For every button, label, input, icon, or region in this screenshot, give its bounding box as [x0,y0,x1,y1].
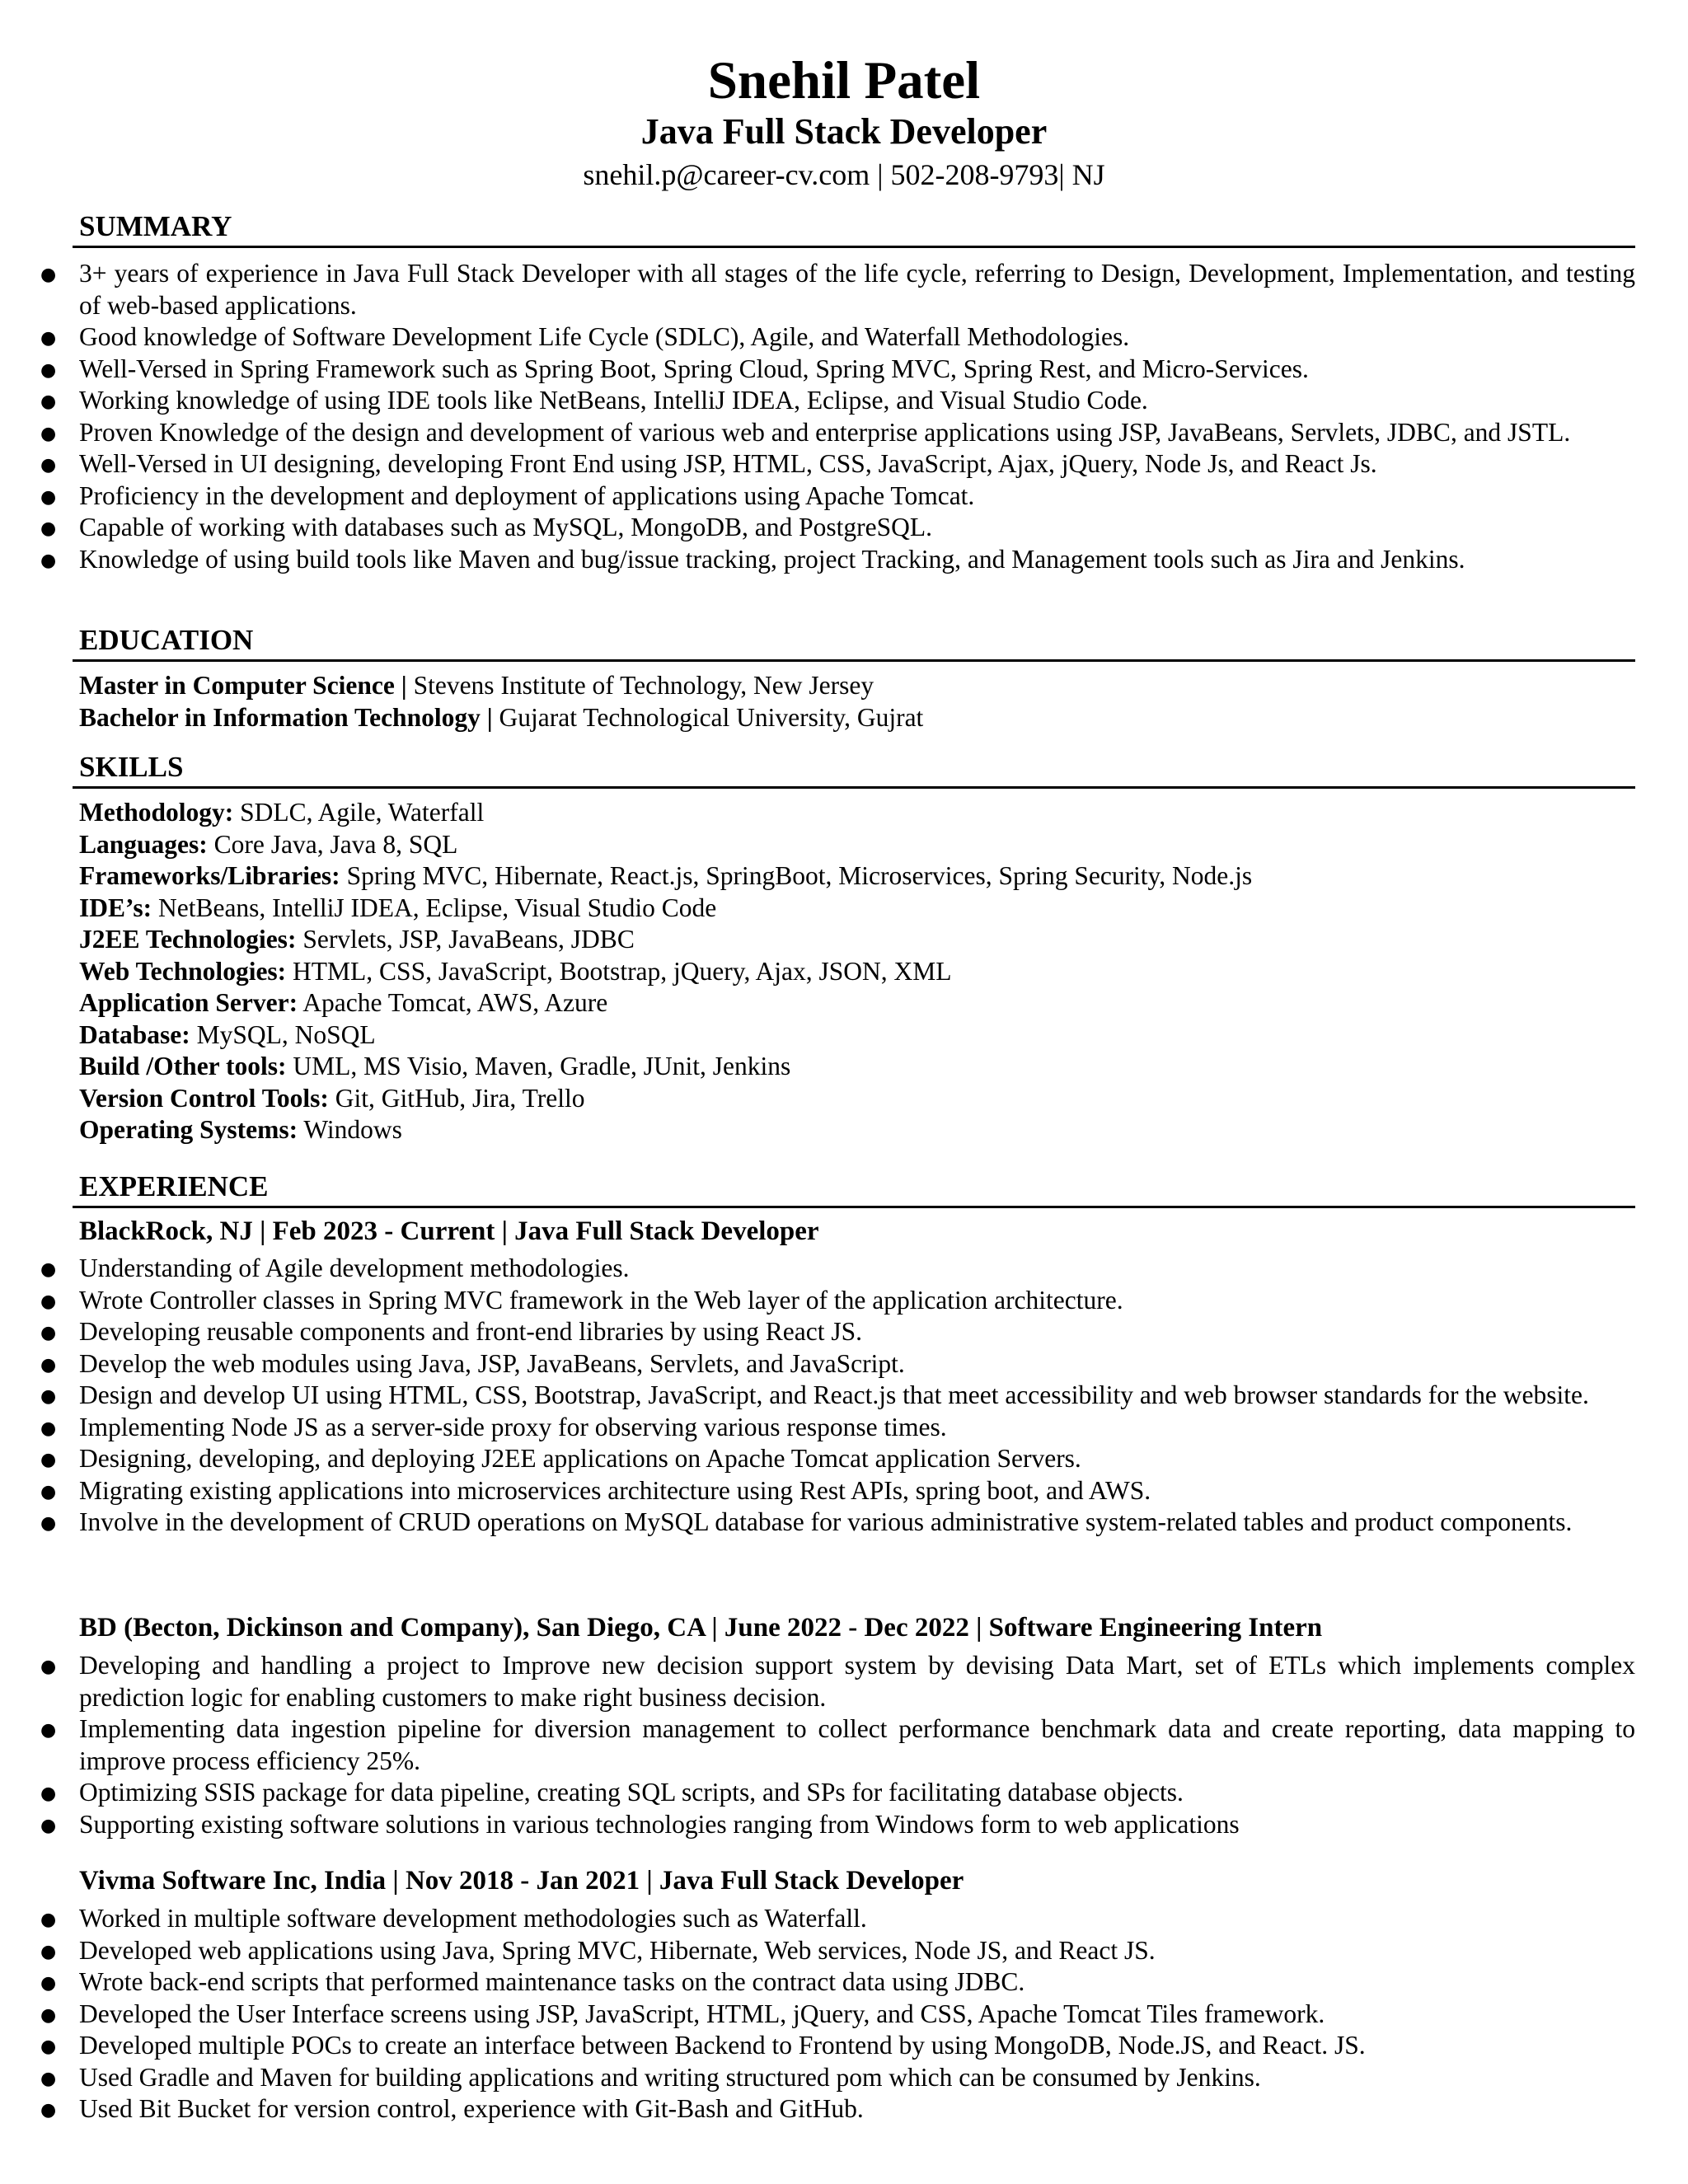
list-item: ● Developed multiple POCs to create an interface between Backend to Frontend by using MongoDB, Node.JS, and React. JS. [79,2030,1635,2062]
list-item: ● Used Bit Bucket for version control, experience with Git-Bash and GitHub. [79,2093,1635,2125]
job-header-vivma: Vivma Software Inc, India | Nov 2018 - Jan 2021 | Java Full Stack Developer [79,1866,964,1896]
contact-line: snehil.p@career-cv.com | 502-208-9793| NJ [583,158,1105,191]
experience-heading: EXPERIENCE [79,1170,269,1202]
list-item: ● Design and develop UI using HTML, CSS, Bootstrap, JavaScript, and React.js that meet accessibility and web browser standards for the website. [79,1380,1635,1412]
education-divider [73,659,1635,662]
list-item: ● Developed web applications using Java, Spring MVC, Hibernate, Web services, Node JS, and React JS. [79,1935,1635,1967]
summary-list [79,258,1635,575]
summary-divider [73,246,1635,248]
list-item: ● Developed the User Interface screens using JSP, JavaScript, HTML, jQuery, and CSS, Apache Tomcat Tiles framework. [79,1999,1635,2031]
job-header-blackrock: BlackRock, NJ | Feb 2023 - Current | Java Full Stack Developer [79,1216,819,1246]
education-item: Bachelor in Information Technology | Gujarat Technological University, Gujrat [79,702,924,732]
list-item: ● Migrating existing applications into microservices architecture using Rest APIs, spring boot, and AWS. [79,1475,1635,1507]
list-item: ● Well-Versed in Spring Framework such as Spring Boot, Spring Cloud, Spring MVC, Spring Rest, and Micro-Services. [79,354,1635,386]
summary-heading: SUMMARY [79,210,232,242]
list-item: ● Wrote Controller classes in Spring MVC framework in the Web layer of the application architecture. [79,1285,1635,1317]
summary-section [79,258,1635,575]
skill-row: Web Technologies: HTML, CSS, JavaScript, Bootstrap, jQuery, Ajax, JSON, XML [79,956,952,986]
experience-divider [73,1206,1635,1208]
list-item: ● 3+ years of experience in Java Full Stack Developer with all stages of the life cycle, referring to Design, Development, Implementation, and testing of web-based applications. [79,258,1635,321]
list-item: ● Worked in multiple software development methodologies such as Waterfall. [79,1903,1635,1935]
job-blackrock-duties [79,1253,1635,1539]
skills-section [79,797,1635,1146]
skill-row: Application Server: Apache Tomcat, AWS, Azure [79,988,608,1017]
list-item: ● Implementing Node JS as a server-side proxy for observing various response times. [79,1412,1635,1444]
list-item: ● Developing and handling a project to Improve new decision support system by devising Data Mart, set of ETLs which implements complex prediction logic for enabling customers to make right business decision. [79,1650,1635,1713]
education-section [79,670,1635,733]
job-vivma-duties [79,1903,1635,2125]
duty-list [79,1650,1635,1840]
skill-row: J2EE Technologies: Servlets, JSP, JavaBeans, JDBC [79,925,635,954]
skill-row: Operating Systems: Windows [79,1115,402,1144]
education-heading: EDUCATION [79,624,254,656]
duty-list [79,1253,1635,1539]
list-item: ● Wrote back-end scripts that performed maintenance tasks on the contract data using JDBC. [79,1966,1635,1999]
list-item: ● Optimizing SSIS package for data pipeline, creating SQL scripts, and SPs for facilitating database objects. [79,1777,1635,1809]
list-item: ● Used Gradle and Maven for building applications and writing structured pom which can be consumed by Jenkins. [79,2062,1635,2094]
skill-row: Database: MySQL, NoSQL [79,1019,376,1049]
list-item: ● Proven Knowledge of the design and development of various web and enterprise applications using JSP, JavaBeans, Servlets, JDBC, and JSTL. [79,417,1635,449]
skill-row: Frameworks/Libraries: Spring MVC, Hibernate, React.js, SpringBoot, Microservices, Spring Security, Node.js [79,861,1253,890]
list-item: ● Involve in the development of CRUD operations on MySQL database for various administrative system-related tables and product components. [79,1507,1635,1539]
education-item: Master in Computer Science | Stevens Institute of Technology, New Jersey [79,671,874,700]
job-header-bd: BD (Becton, Dickinson and Company), San Diego, CA | June 2022 - Dec 2022 | Software Engineering Intern [79,1613,1323,1643]
list-item: ● Supporting existing software solutions in various technologies ranging from Windows form to web applications [79,1809,1635,1841]
list-item: ● Designing, developing, and deploying J2EE applications on Apache Tomcat application Servers. [79,1443,1635,1475]
list-item: ● Developing reusable components and front-end libraries by using React JS. [79,1316,1635,1348]
list-item: ● Capable of working with databases such as MySQL, MongoDB, and PostgreSQL. [79,512,1635,544]
job-bd-duties [79,1650,1635,1840]
skills-heading: SKILLS [79,751,184,783]
skill-row: Languages: Core Java, Java 8, SQL [79,829,458,859]
list-item: ● Knowledge of using build tools like Maven and bug/issue tracking, project Tracking, and Management tools such as Jira and Jenkins. [79,544,1635,576]
list-item: ● Implementing data ingestion pipeline for diversion management to collect performance benchmark data and create reporting, data mapping to improve process efficiency 25%. [79,1713,1635,1777]
list-item: ● Understanding of Agile development methodologies. [79,1253,1635,1285]
list-item: ● Develop the web modules using Java, JSP, JavaBeans, Servlets, and JavaScript. [79,1348,1635,1380]
skill-row: IDE’s: NetBeans, IntelliJ IDEA, Eclipse, Visual Studio Code [79,893,717,922]
skill-row: Version Control Tools: Git, GitHub, Jira, Trello [79,1083,585,1113]
list-item: ● Working knowledge of using IDE tools like NetBeans, IntelliJ IDEA, Eclipse, and Visual Studio Code. [79,385,1635,417]
candidate-name: Snehil Patel [707,51,981,110]
list-item: ● Well-Versed in UI designing, developing Front End using JSP, HTML, CSS, JavaScript, Ajax, jQuery, Node Js, and React Js. [79,448,1635,480]
skill-row: Methodology: SDLC, Agile, Waterfall [79,798,485,827]
skill-row: Build /Other tools: UML, MS Visio, Maven, Gradle, JUnit, Jenkins [79,1052,791,1080]
skills-divider [73,786,1635,789]
list-item: ● Good knowledge of Software Development Life Cycle (SDLC), Agile, and Waterfall Methodologies. [79,321,1635,354]
duty-list [79,1903,1635,2125]
list-item: ● Proficiency in the development and deployment of applications using Apache Tomcat. [79,480,1635,513]
job-title: Java Full Stack Developer [640,111,1048,152]
